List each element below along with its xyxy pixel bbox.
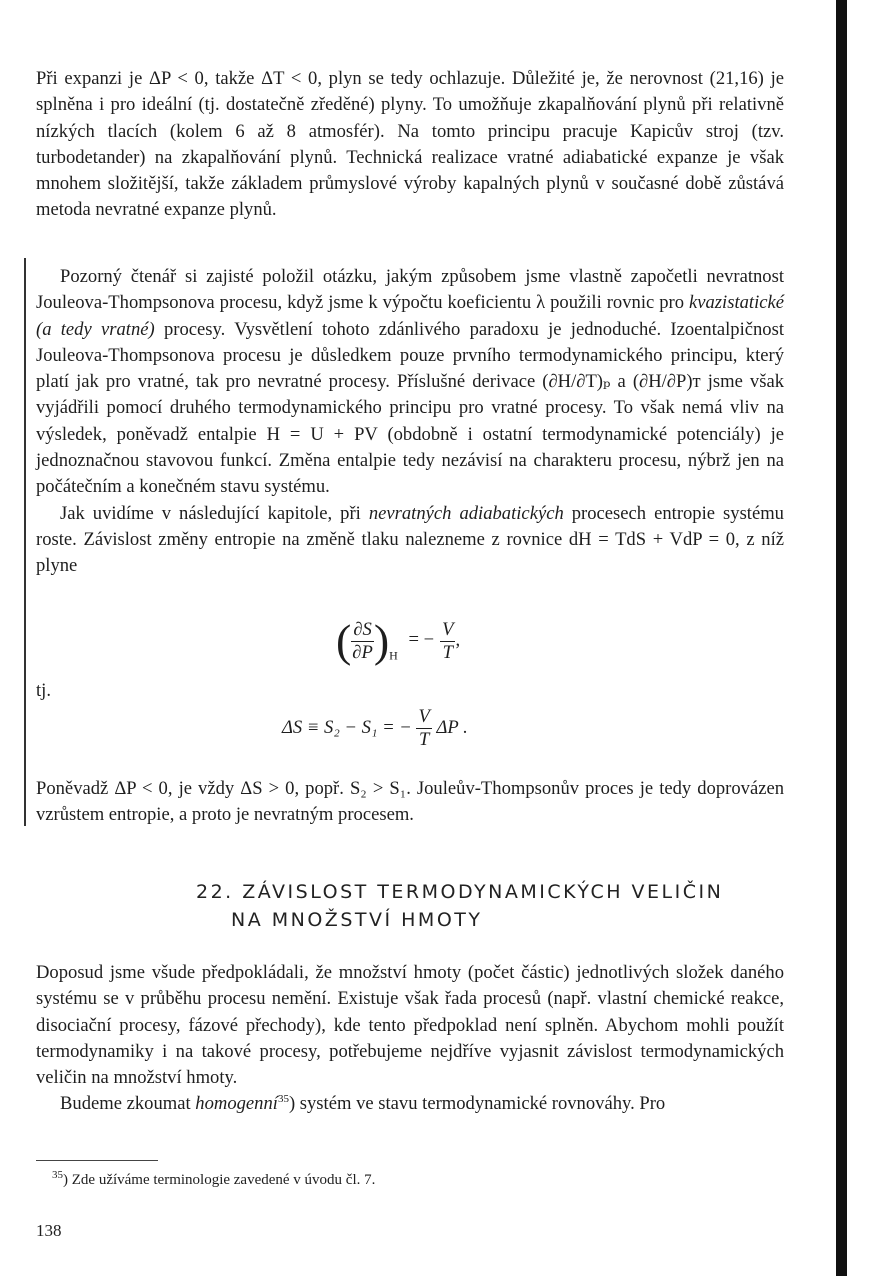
tj-label: tj.: [36, 680, 51, 701]
paragraph-homogeneous: [36, 1091, 784, 1117]
eq1-comma: ,: [455, 629, 461, 651]
paragraph6-italic: homogenní: [195, 1093, 278, 1115]
paragraph6-part1: Budeme zkoumat: [60, 1093, 196, 1115]
scan-edge-bar: [836, 0, 847, 1276]
eq1-subscript: H: [389, 648, 398, 663]
page-number: 138: [36, 1221, 62, 1240]
eq1-rhs-numerator: V: [442, 618, 454, 640]
section-heading-line1: 22. ZÁVISLOST TERMODYNAMICKÝCH VELIČIN: [196, 881, 724, 903]
eq2-numerator: V: [418, 706, 430, 727]
footnote-mark: 35: [52, 1169, 63, 1181]
paragraph3-part1: Jak uvidíme v následující kapitole, při: [60, 502, 369, 524]
margin-change-bar: [24, 258, 26, 826]
eq1-numerator: ∂S: [353, 618, 372, 640]
paragraph-mass-dependence: Doposud jsme všude předpokládali, že množství hmoty (počet částic) jednotlivých složek daného systému se v průběhu procesu nemění. Existuje však řada procesů (např. vlastní chemické reakce, disociační procesy, fázové přechody), kde tento předpoklad není splněn. Abychom mohli použít termodynamiky i na takové procesy, potřebujeme nejdříve vyjasnit závislost termodynamických veličin na množství hmoty.: [36, 962, 784, 1089]
paragraph-entropy: [36, 501, 784, 580]
paragraph2-part2: procesy. Vysvětlení tohoto zdánlivého paradoxu je jednoduché. Izoentalpičnost Jouleova-Thompsonova procesu je důsledkem pouze prvního termodynamického principu, který platí jak pro vratné, tak pro nevratné procesy. Příslušné derivace (∂H/∂T)ₚ a (∂H/∂P)ᴛ jsme však vyjádřili pomocí druhého termodynamického principu pro vratné procesy. To však nemá vliv na výsledek, poněvadž entalpie H = U + PV (obdobně i ostatní termodynamické potenciály) je jednoznačnou stavovou funkcí. Změna entalpie tedy nezávisí na charakteru procesu, nýbrž jen na počátečním a konečném stavu systému.: [36, 318, 785, 498]
paragraph2-italic: kvazistatické (a tedy vratné): [36, 292, 784, 340]
eq2-lhs: ΔS ≡ S₂ − S₁ = −: [282, 716, 412, 738]
eq1-equals: = −: [408, 629, 435, 651]
equation-partial-derivative: ( $\frac{\partial S}{\partial P}$ )$_H$ = − $\frac{V}{T}$ ,: [336, 615, 461, 666]
section-heading: [196, 878, 723, 934]
eq2-denominator: T: [418, 729, 430, 750]
paragraph-joule-thompson: [36, 264, 784, 501]
text-block-3: [36, 776, 784, 829]
paragraph-expansion: Při expanzi je ΔP < 0, takže ΔT < 0, plyn se tedy ochlazuje. Důležité je, že nerovnost (21,16) je splněna i pro ideální (tj. dostatečně zředěné) plyny. To umožňuje zkapalňování plynů při relativně nízkých tlacích (kolem 6 až 8 atmosfér). Na tomto principu pracuje Kapicův stroj (tzv. turbodetander) na zkapalňování plynů. Technická realizace vratné adiabatické expanze je však mnohem složitější, takže základem průmyslové výroby kapalných plynů v současné době zůstává metoda nevratné expanze plynů.: [36, 68, 784, 221]
equation-entropy-change: [282, 706, 468, 751]
eq2-tail: ΔP .: [436, 716, 468, 738]
paragraph3-italic: nevratných adiabatických: [368, 502, 564, 524]
footnote-text: ) Zde užíváme terminologie zavedené v úvodu čl. 7.: [63, 1172, 376, 1188]
eq1-denominator: ∂P: [352, 641, 373, 663]
eq1-rhs-denominator: T: [442, 641, 453, 663]
paragraph3-part2: procesech entropie systému roste. Závislost změny entropie na změně tlaku nalezneme z rovnice dH = TdS + VdP = 0, z níž plyne: [36, 502, 784, 577]
paragraph6-part2: ) systém ve stavu termodynamické rovnováhy. Pro: [288, 1093, 666, 1115]
footnote-divider: [36, 1160, 158, 1161]
footnote: [52, 1168, 375, 1192]
section-heading-line2: NA MNOŽSTVÍ HMOTY: [231, 909, 483, 931]
paragraph2-part1: Pozorný čtenář si zajisté položil otázku, jakým způsobem jsme vlastně započetli nevratnost Jouleova-Thompsonova procesu, když jsme k výpočtu koeficientu λ použili rovnic pro: [36, 266, 784, 314]
footnote-ref: 35: [277, 1093, 289, 1106]
paragraph-conclusion: Poněvadž ΔP < 0, je vždy ΔS > 0, popř. S₂ > S₁. Jouleův-Thompsonův proces je tedy doprovázen vzrůstem entropie, a proto je nevratným procesem.: [36, 778, 784, 826]
text-block-4: [36, 960, 784, 1118]
text-block-1: [36, 66, 784, 224]
text-block-2: [36, 264, 784, 580]
